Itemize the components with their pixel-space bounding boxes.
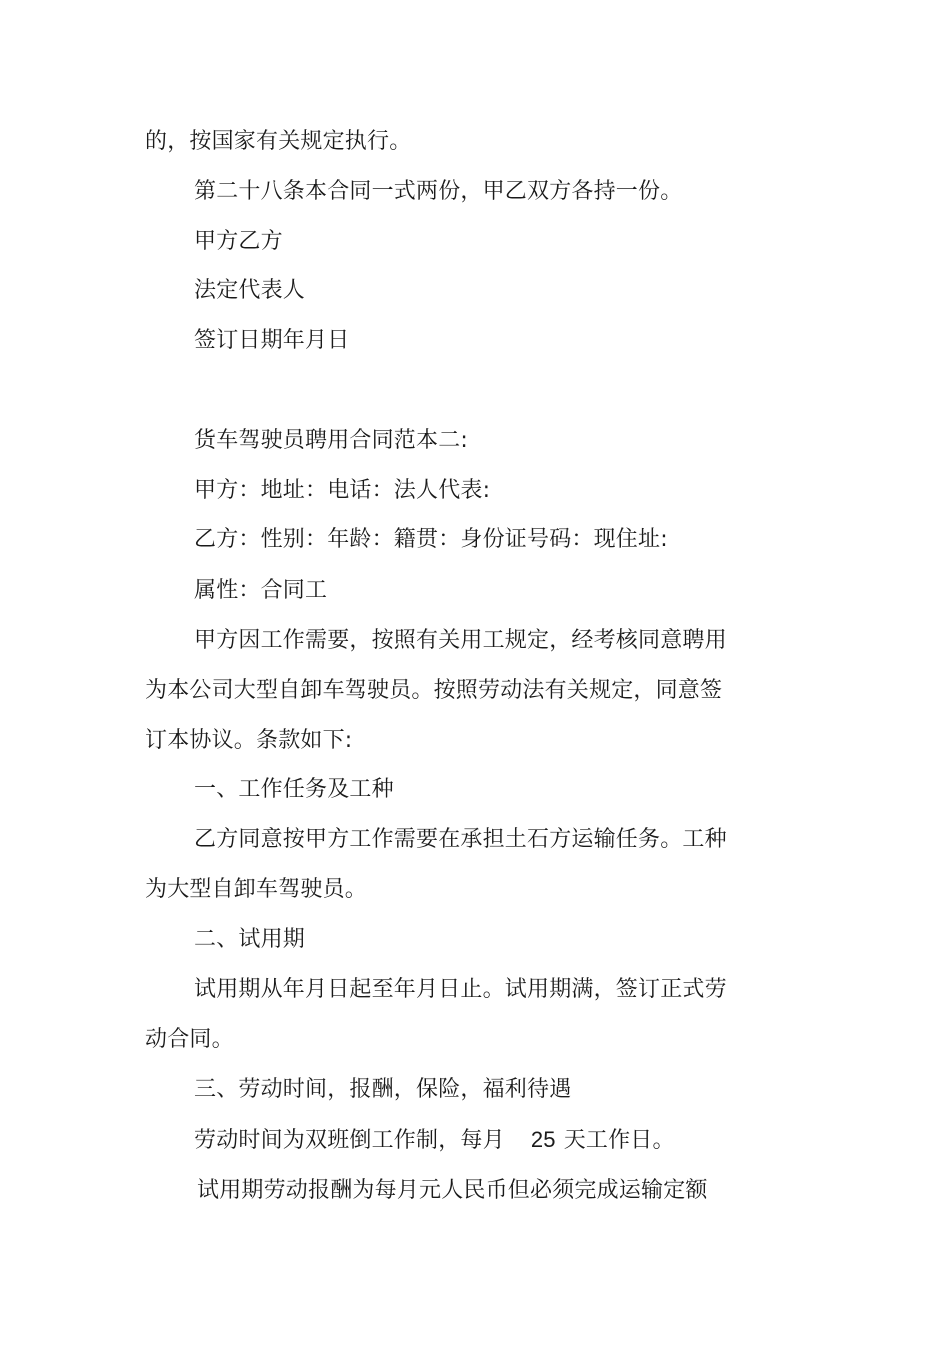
text-line: 甲方乙方 — [194, 229, 283, 254]
text-line: 乙方：性别：年龄：籍贯：身份证号码：现住址: — [194, 527, 668, 552]
text-line: 甲方：地址：电话：法人代表: — [194, 478, 491, 503]
section-title: 货车驾驶员聘用合同范本二: — [194, 428, 469, 453]
text-line: 属性：合同工 — [194, 578, 328, 603]
text-line: 试用期劳动报酬为每月元人民币但必须完成运输定额 — [197, 1178, 708, 1203]
clause-heading: 二、试用期 — [194, 927, 306, 952]
clause-heading: 三、劳动时间，报酬，保险，福利待遇 — [194, 1077, 572, 1102]
text-line: 的，按国家有关规定执行。 — [145, 129, 412, 154]
text-line: 订本协议。条款如下: — [145, 728, 353, 753]
text-line: 签订日期年月日 — [194, 328, 350, 353]
text-segment: 劳动时间为双班倒工作制，每月 — [194, 1128, 505, 1153]
text-line: 法定代表人 — [194, 278, 306, 303]
work-days-number: 25 — [530, 1127, 556, 1152]
clause-heading: 一、工作任务及工种 — [194, 777, 394, 802]
text-line: 乙方同意按甲方工作需要在承担土石方运输任务。工种 — [194, 827, 727, 852]
text-line: 试用期从年月日起至年月日止。试用期满，签订正式劳 — [194, 977, 727, 1002]
text-line: 为本公司大型自卸车驾驶员。按照劳动法有关规定，同意签 — [145, 678, 723, 703]
text-line: 甲方因工作需要，按照有关用工规定，经考核同意聘用 — [194, 628, 727, 653]
text-line — [194, 1125, 675, 1156]
text-segment: 天工作日。 — [563, 1128, 675, 1153]
text-line: 动合同。 — [145, 1027, 234, 1052]
text-line: 第二十八条本合同一式两份，甲乙双方各持一份。 — [194, 179, 683, 204]
text-line: 为大型自卸车驾驶员。 — [145, 877, 368, 902]
